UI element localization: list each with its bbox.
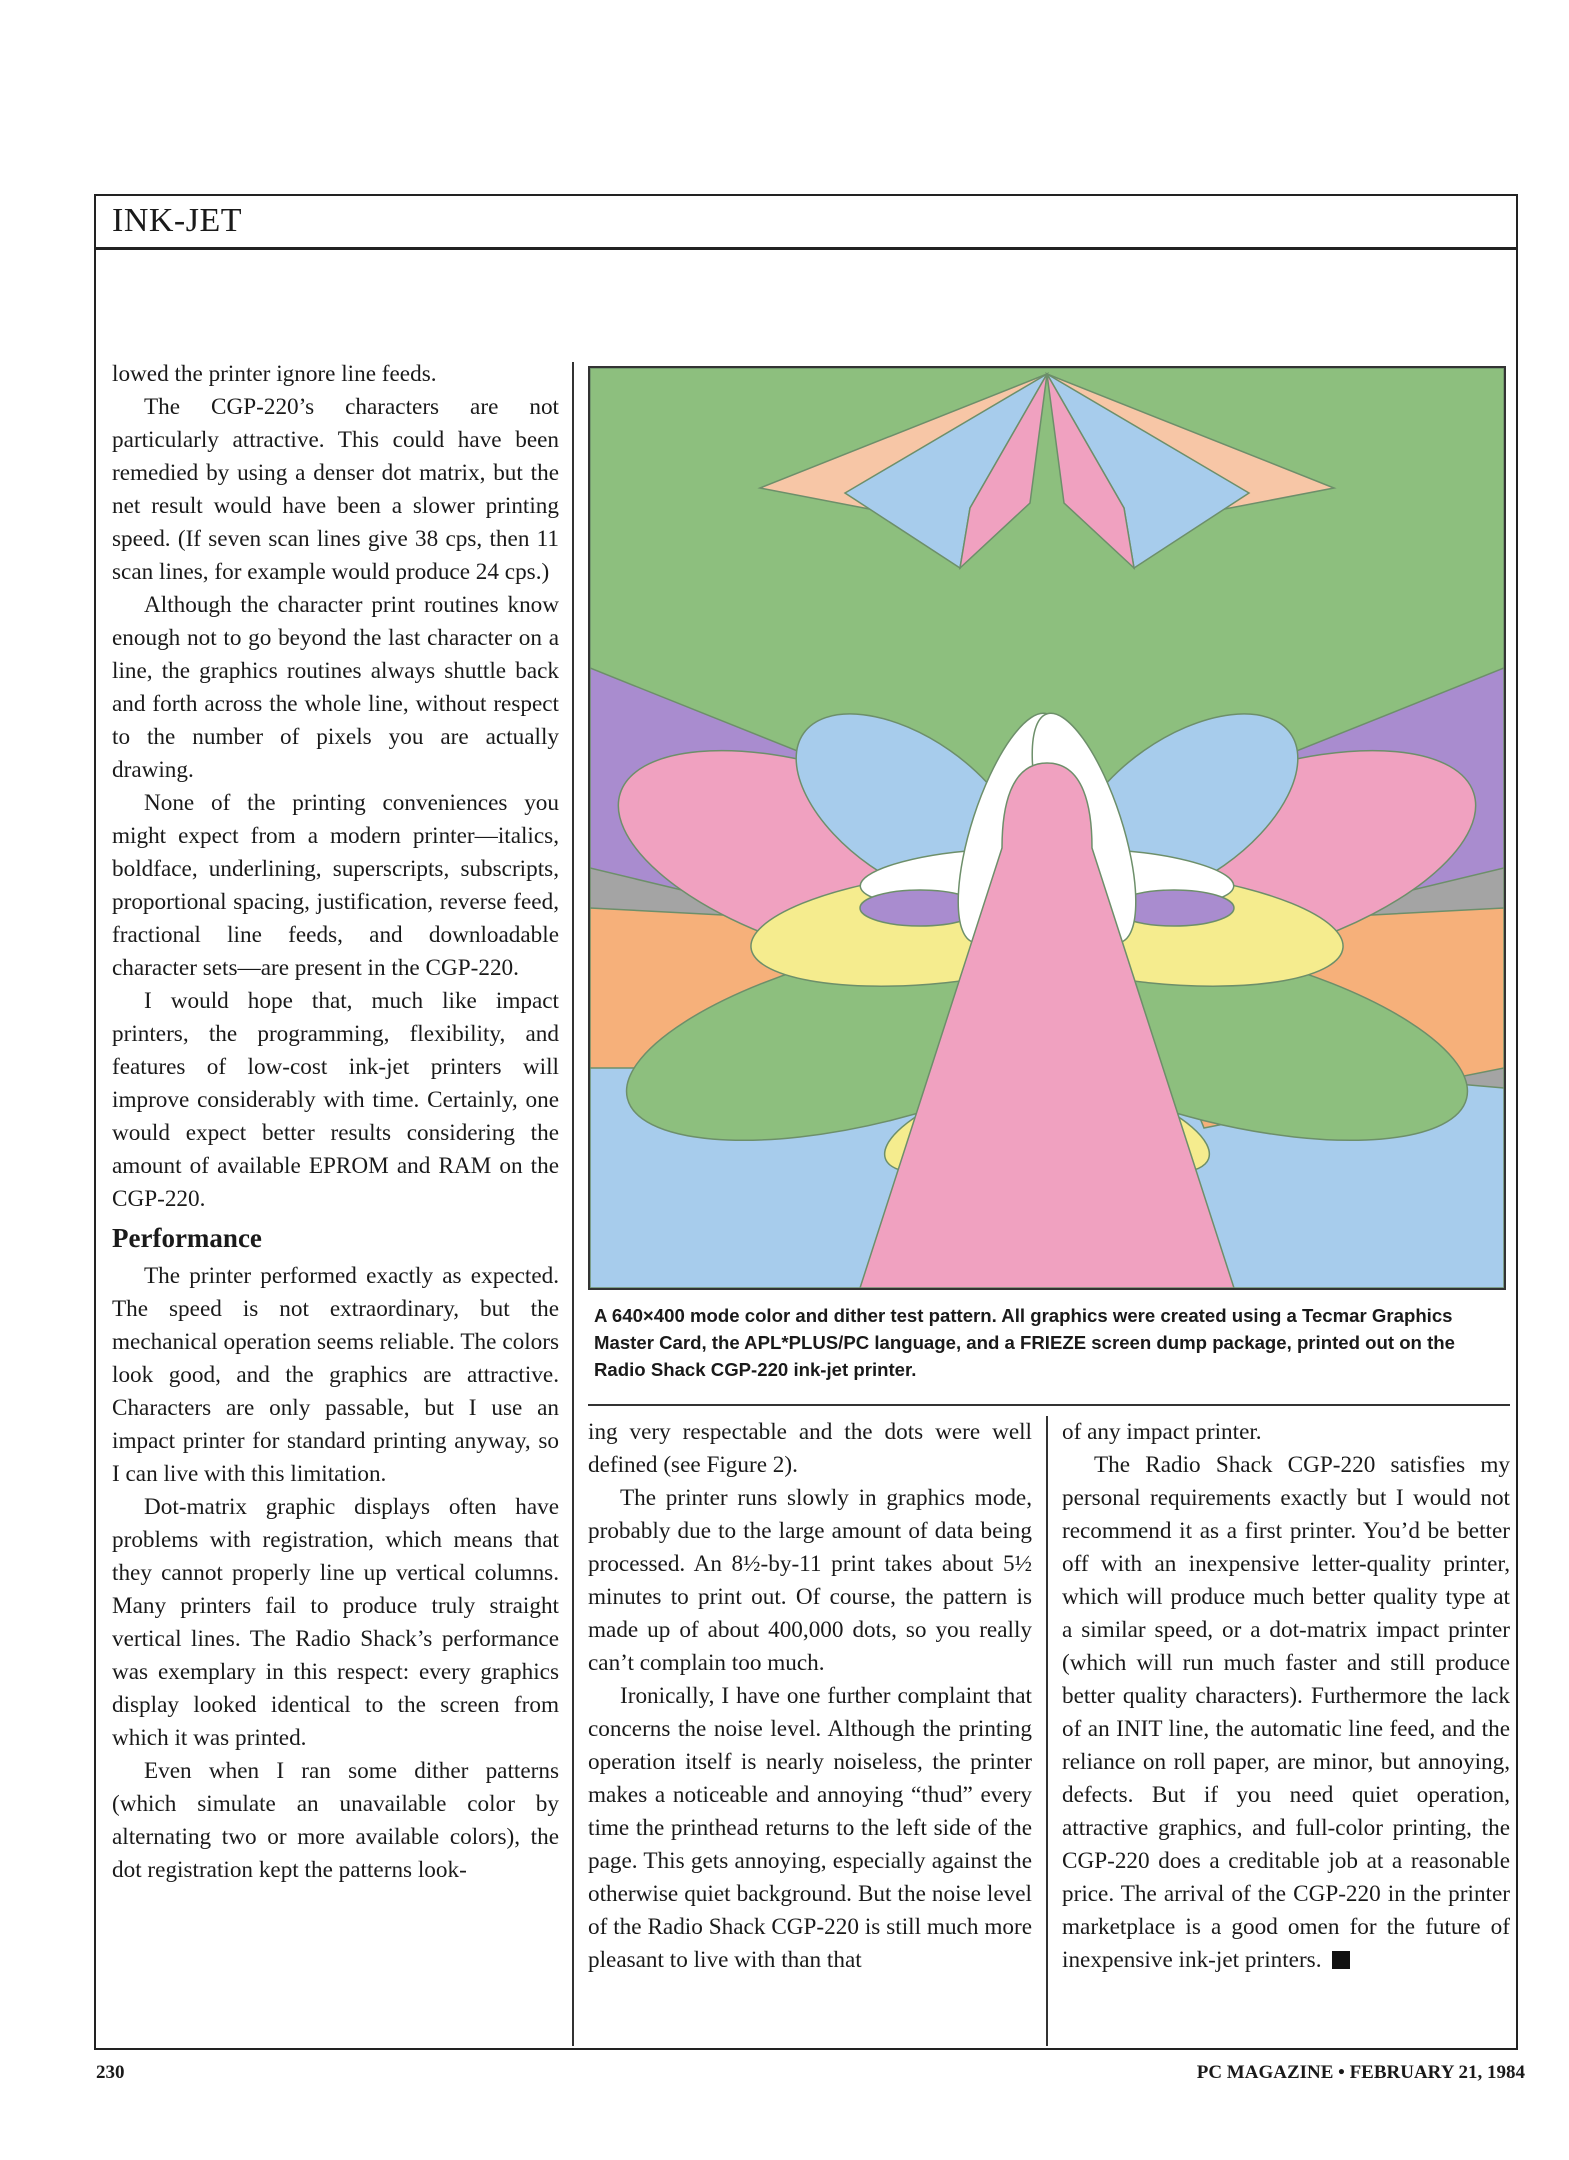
middle-column [588, 1416, 1032, 1977]
page-number: 230 [96, 2062, 125, 2083]
left-paragraph: Dot-matrix graphic displays often have problems with registration, which means that they cannot properly line up vertical columns. Many printers fail to produce truly straight vertical lines. The Radio Shack’s performance was exemplary in this respect: every graphics display looked identical to the screen from which it was printed. [112, 1494, 559, 1751]
left-column [112, 358, 559, 1887]
figure-caption: A 640×400 mode color and dither test pattern. All graphics were created using a Tecmar Graphics Master Card, the APL*PLUS/PC language, and a FRIEZE screen dump package, printed out on the Radio Shack CGP-220 ink-jet printer. [594, 1305, 1455, 1380]
left-paragraph: None of the printing conveniences you might expect from a modern printer—italics, boldface, underlining, superscripts, subscripts, proportional spacing, justification, reverse feed, fractional line feeds, and downloadable character sets—are present in the CGP-220. [112, 790, 559, 981]
left-paragraph: lowed the printer ignore line feeds. [112, 361, 437, 387]
end-of-article-mark [1332, 1951, 1350, 1969]
section-header: INK-JET [94, 194, 1518, 250]
performance-subhead: Performance [112, 1223, 262, 1253]
left-paragraph: Although the character print routines know enough not to go beyond the last character on a line, the graphics routines always shuttle back and forth across the whole line, without respect to the number of pixels you are actually drawing. [112, 592, 559, 783]
caption-rule [588, 1404, 1510, 1406]
left-paragraph: I would hope that, much like impact printers, the programming, flexibility, and features of low-cost ink-jet printers will improve considerably with time. Certainly, one would expect better results considering the amount of available EPROM and RAM on the CGP-220. [112, 988, 559, 1212]
right-paragraph [1062, 1449, 1510, 1977]
left-paragraph: Even when I ran some dither patterns (which simulate an unavailable color by alternating two or more available colors), the dot registration kept the patterns look- [112, 1758, 559, 1883]
dither-test-pattern-image [590, 368, 1504, 1288]
left-paragraph: The printer performed exactly as expected. The speed is not extraordinary, but the mechanical operation seems reliable. The colors look good, and the graphics are attractive. Characters are only passable, but I use an impact printer for standard printing anyway, so I can live with this limitation. [112, 1263, 559, 1487]
left-paragraph: The CGP-220’s characters are not particularly attractive. This could have been remedied by using a denser dot matrix, but the net result would have been a slower printing speed. (If seven scan lines give 38 cps, then 11 scan lines, for example would produce 24 cps.) [112, 394, 559, 585]
running-footer: PC MAGAZINE • FEBRUARY 21, 1984 [1196, 2062, 1525, 2083]
right-paragraph: of any impact printer. [1062, 1419, 1262, 1445]
test-pattern-figure [588, 366, 1506, 1290]
right-paragraph-text: The Radio Shack CGP-220 satisfies my personal requirements exactly but I would not recommend it as a first printer. You’d be better off with an inexpensive letter-quality printer, which will produce much better quality type at a similar speed, or a dot-matrix impact printer (which will run much faster and still produce better quality characters). Furthermore the lack of an INIT line, the automatic line feed, and the reliance on roll paper, are minor, but annoying, defects. But if you need quiet operation, attractive graphics, and full-color printing, the CGP-220 does a creditable job at a reasonable price. The arrival of the CGP-220 in the printer marketplace is a good omen for the future of inexpensive ink-jet printers. [1062, 1452, 1510, 1973]
column-divider-left [572, 362, 574, 2046]
middle-paragraph: The printer runs slowly in graphics mode, probably due to the large amount of data being processed. An 8½-by-11 print takes about 5½ minutes to print out. Of course, the pattern is made up of about 400,000 dots, so you really can’t complain too much. [588, 1485, 1032, 1676]
right-column [1062, 1416, 1510, 1977]
column-divider-right [1046, 1416, 1048, 2046]
middle-paragraph: Ironically, I have one further complaint that concerns the noise level. Although the printing operation itself is nearly noiseless, the printer makes a noticeable and annoying “thud” every time the printhead returns to the left side of the page. This gets annoying, especially against the otherwise quiet background. But the noise level of the Radio Shack CGP-220 is still much more pleasant to live with than that [588, 1683, 1032, 1973]
middle-paragraph: ing very respectable and the dots were well defined (see Figure 2). [588, 1419, 1032, 1478]
